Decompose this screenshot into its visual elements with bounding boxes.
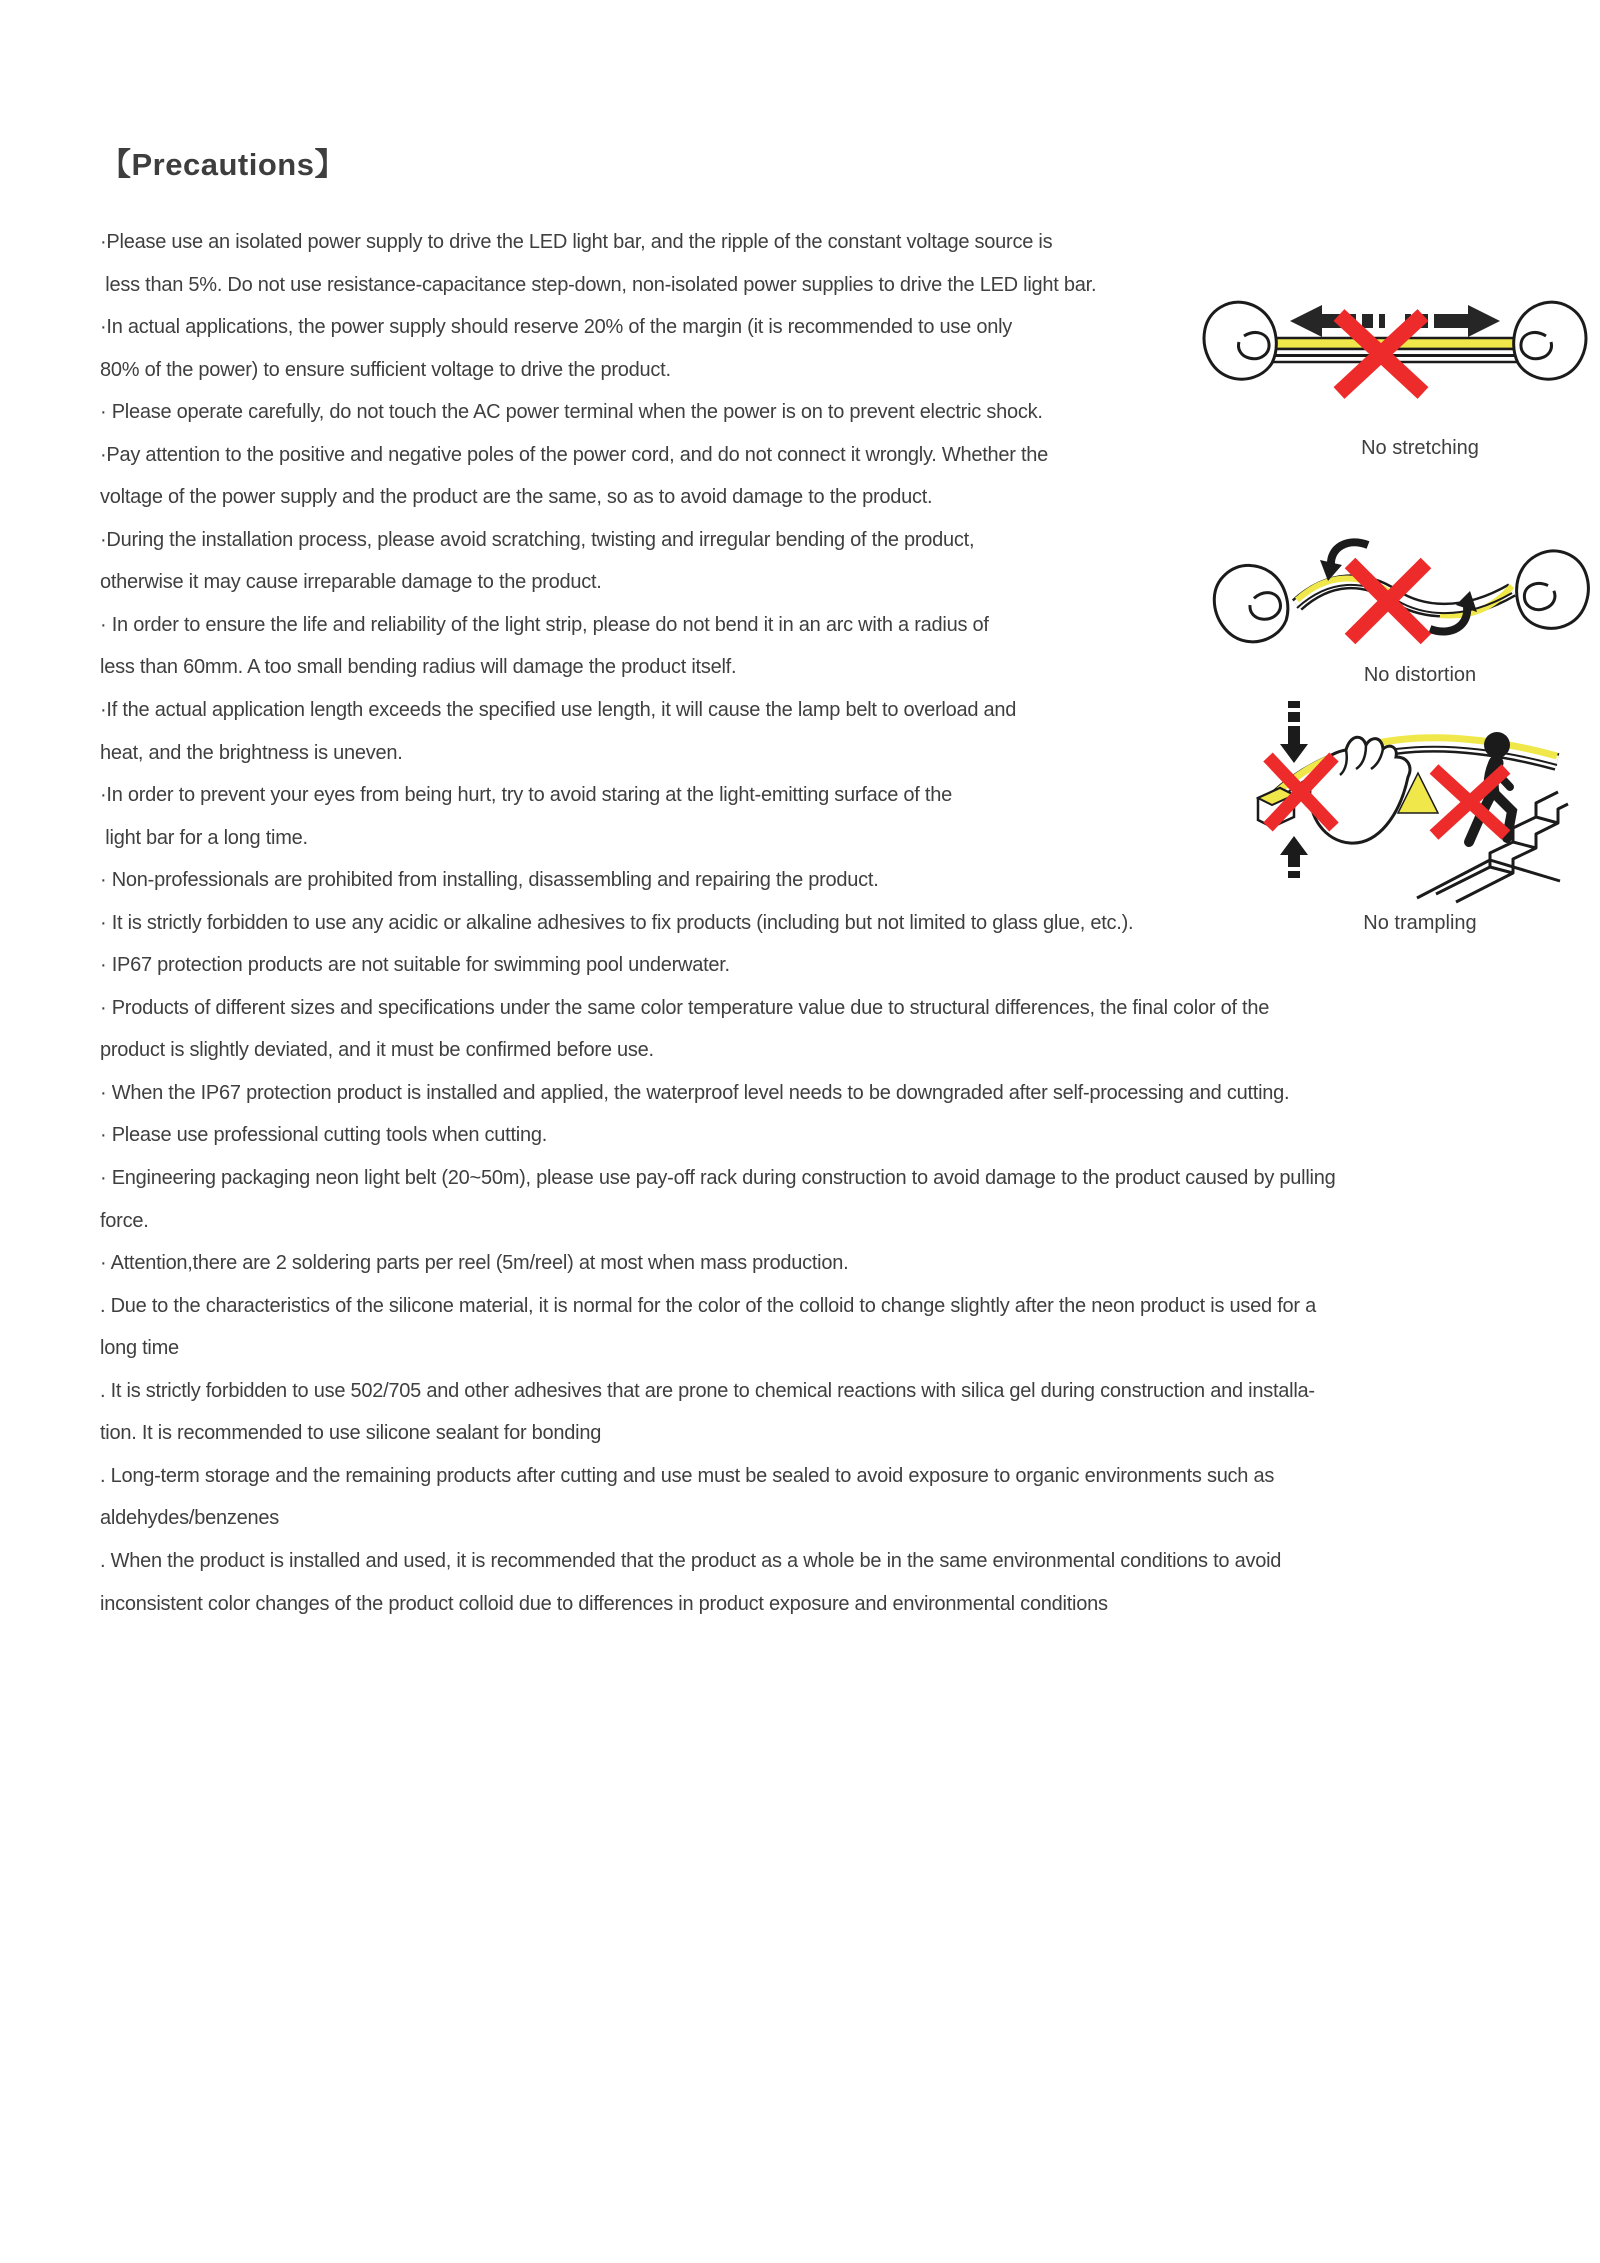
precaution-line: . When the product is installed and used, it is recommended that the product as a whole be in the same environmental conditions to avoid (100, 1549, 1282, 1572)
right-hand-icon (1511, 547, 1593, 633)
precaution-line: aldehydes/benzenes (100, 1507, 279, 1530)
precaution-line: · Please use professional cutting tools when cutting. (100, 1124, 548, 1147)
precaution-line: force. (100, 1209, 149, 1232)
precaution-line: . It is strictly forbidden to use 502/705 and other adhesives that are prone to chemical reactions with silica gel during construction and installa- (100, 1379, 1315, 1402)
precaution-line: voltage of the power supply and the product are the same, so as to avoid damage to the product. (100, 486, 933, 509)
precaution-line: · Attention,there are 2 soldering parts per reel (5m/reel) at most when mass production. (100, 1252, 849, 1275)
precaution-line: . Due to the characteristics of the silicone material, it is normal for the color of the colloid to change slightly after the neon product is used for a (100, 1294, 1316, 1317)
precaution-line: product is slightly deviated, and it must be confirmed before use. (100, 1039, 654, 1062)
precaution-line: · Engineering packaging neon light belt (20~50m), please use pay-off rack during construction to avoid damage to the product caused by pulling (100, 1167, 1336, 1190)
precaution-line: tion. It is recommended to use silicone sealant for bonding (100, 1422, 602, 1445)
precaution-line: ·In order to prevent your eyes from being hurt, try to avoid staring at the light-emitting surface of the (100, 784, 952, 807)
precaution-line: . Long-term storage and the remaining products after cutting and use must be sealed to avoid exposure to organic environments such as (100, 1464, 1275, 1487)
precaution-line: ·During the installation process, please avoid scratching, twisting and irregular bending of the product, (100, 528, 975, 551)
press-down-arrow-icon (1280, 701, 1308, 763)
precaution-line: 80% of the power) to ensure sufficient voltage to drive the product. (100, 358, 671, 381)
no-distortion-caption: No distortion (1363, 664, 1477, 686)
precaution-line: · IP67 protection products are not suitable for swimming pool underwater. (100, 954, 730, 977)
precaution-line: · When the IP67 protection product is installed and applied, the waterproof level needs to be downgraded after self-processing and cutting. (100, 1081, 1290, 1104)
precaution-line: long time (100, 1337, 179, 1360)
precaution-line: · Products of different sizes and specifications under the same color temperature value due to structural differences, the final color of the (100, 996, 1270, 1019)
no-stretching-illustration (1200, 262, 1590, 402)
precaution-line: heat, and the brightness is uneven. (100, 741, 403, 764)
no-distortion-illustration (1200, 505, 1595, 655)
precaution-line: · In order to ensure the life and reliability of the light strip, please do not bend it in an arc with a radius of (100, 613, 989, 636)
no-trampling-illustration (1250, 695, 1570, 910)
precaution-line: less than 60mm. A too small bending radius will damage the product itself. (100, 656, 737, 679)
precaution-line: ·Pay attention to the positive and negative poles of the power cord, and do not connect it wrongly. Whether the (100, 443, 1049, 466)
press-up-arrow-icon (1280, 836, 1308, 878)
precaution-line: · Please operate carefully, do not touch the AC power terminal when the power is on to prevent electric shock. (100, 401, 1043, 424)
precaution-line: light bar for a long time. (100, 826, 308, 849)
precaution-line: inconsistent color changes of the product colloid due to differences in product exposure and environmental conditions (100, 1592, 1108, 1615)
precaution-line: · Non-professionals are prohibited from installing, disassembling and repairing the product. (100, 869, 879, 892)
gripping-hand-icon (1310, 737, 1410, 843)
page-title: 【Precautions】 (100, 147, 346, 182)
precaution-line: otherwise it may cause irreparable damage to the product. (100, 571, 602, 594)
no-trampling-caption: No trampling (1363, 912, 1477, 934)
precautions-text (100, 221, 1336, 1625)
precaution-line: · It is strictly forbidden to use any acidic or alkaline adhesives to fix products (including but not limited to glass glue, etc.). (100, 911, 1134, 934)
left-hand-icon (1209, 559, 1294, 647)
stairs-icon (1417, 792, 1568, 902)
left-hand-icon (1204, 302, 1276, 379)
precaution-line: ·If the actual application length exceeds the specified use length, it will cause the lamp belt to overload and (100, 699, 1017, 722)
precaution-line: less than 5%. Do not use resistance-capacitance step-down, non-isolated power supplies to drive the LED light bar. (100, 273, 1097, 296)
right-hand-icon (1514, 302, 1586, 379)
no-stretching-caption: No stretching (1361, 437, 1479, 459)
precaution-line: ·In actual applications, the power supply should reserve 20% of the margin (it is recommended to use only (100, 316, 1013, 339)
precaution-line: ·Please use an isolated power supply to drive the LED light bar, and the ripple of the constant voltage source is (100, 231, 1053, 253)
red-cross-icon (1434, 769, 1506, 835)
